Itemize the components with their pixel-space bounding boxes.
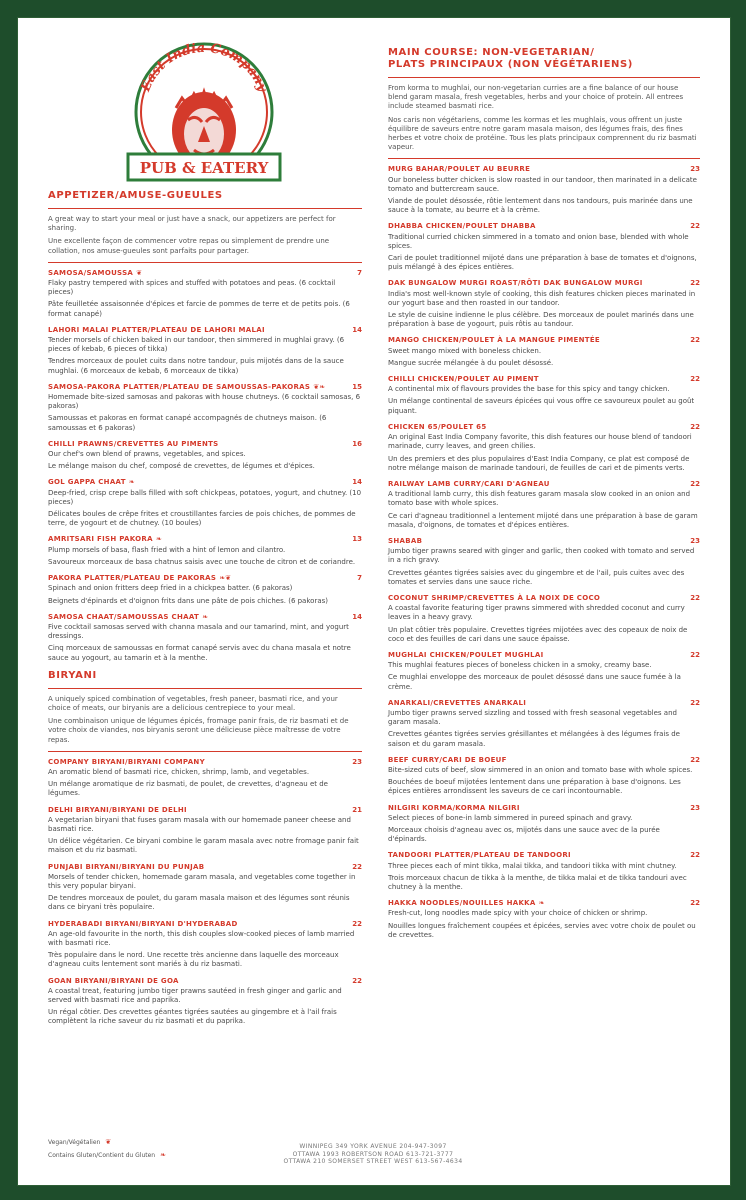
divider [388, 158, 700, 159]
menu-item-desc-fr: Très populaire dans le nord. Une recette très ancienne dans laquelle des morceaux d'agneau cuits lentement sont mariés à du riz basmati. [48, 951, 339, 969]
menu-item-price: 22 [352, 976, 362, 985]
menu-item-name: TANDOORI PLATTER/PLATEAU DE TANDOORI [388, 851, 571, 860]
menu-item-name: COMPANY BIRYANI/BIRYANI COMPANY [48, 757, 205, 766]
menu-item-desc-fr: Ce cari d'agneau traditionnel a lentement mijoté dans une préparation à base de garam masala, d'oignons, de tomates et d'épices entières. [388, 511, 698, 529]
menu-item-title [388, 222, 539, 231]
menu-item-desc-fr: Le mélange maison du chef, composé de crevettes, de légumes et d'épices. [48, 462, 315, 471]
menu-item-header [48, 863, 362, 872]
menu-item-price: 14 [352, 478, 362, 487]
right-column [388, 47, 700, 947]
menu-item-title [48, 758, 208, 767]
menu-item-name: PUNJABI BIRYANI/BIRYANI DU PUNJAB [48, 862, 205, 871]
menu-item-title [388, 375, 542, 384]
menu-item-title [48, 440, 222, 449]
menu-item-header [388, 851, 700, 860]
menu-item [388, 375, 700, 416]
menu-item-price: 22 [690, 851, 700, 860]
menu-item [48, 977, 362, 1027]
menu-item-title [48, 574, 231, 583]
menu-item [388, 851, 700, 892]
menu-item-desc-en: Three pieces each of mint tikka, malai tikka, and tandoori tikka with mint chutney. [388, 861, 677, 870]
main-course-title-line1: MAIN COURSE: NON-VEGETARIAN/ [388, 47, 595, 58]
menu-item-desc-en: A coastal treat, featuring jumbo tiger prawns sautéed in fresh ginger and garlic and served with basmati rice and paprika. [48, 986, 342, 1004]
menu-item-name: PAKORA PLATTER/PLATEAU DE PAKORAS [48, 574, 217, 583]
menu-item-header [48, 920, 362, 929]
divider [48, 688, 362, 689]
menu-item-name: LAHORI MALAI PLATTER/PLATEAU DE LAHORI MALAI [48, 325, 265, 334]
biryani-intro-fr: Une combinaison unique de légumes épicés, fromage panir frais, de riz basmati et de votre choix de viandes, nos biryanis seront une délicieuse pièce maîtresse de votre repas. [48, 717, 349, 744]
vegan-leaf-icon: ❦ [105, 1138, 112, 1146]
left-column [48, 190, 362, 1034]
menu-item-desc-fr: Beignets d'épinards et d'oignon frits dans une pâte de pois chiches. (6 pakoras) [48, 596, 328, 605]
menu-item-desc-en: Our boneless butter chicken is slow roasted in our tandoor, then marinated in a delicate tomato and buttercream sauce. [388, 175, 697, 193]
menu-item-desc-fr: Viande de poulet désossée, rôtie lentement dans nos tandours, puis marinée dans une sauce à la tomate, au beurre et à la crème. [388, 197, 693, 215]
menu-item-name: SAMOSA CHAAT/SAMOUSSAS CHAAT [48, 612, 200, 621]
menu-item-price: 22 [690, 336, 700, 345]
menu-item-header [48, 535, 362, 544]
menu-item-title [48, 383, 325, 392]
menu-item-price: 13 [352, 535, 362, 544]
menu-item-desc-en: Spinach and onion fritters deep fried in a chickpea batter. (6 pakoras) [48, 584, 293, 593]
menu-item [388, 165, 700, 215]
menu-item-desc-en: Flaky pastry tempered with spices and stuffed with potatoes and peas. (6 cocktail pieces) [48, 279, 336, 297]
dietary-tag-icon: ❧ [128, 478, 135, 487]
biryani-list [48, 758, 362, 1027]
menu-item-price: 22 [690, 375, 700, 384]
menu-item-desc-fr: Bouchées de boeuf mijotées lentement dans une préparation à base d'oignons. Les épices entières arrondissent les saveurs de ce cari incontournable. [388, 778, 681, 796]
menu-item-name: CHILLI PRAWNS/CREVETTES AU PIMENTS [48, 439, 219, 448]
dietary-tag-icon: ❦ [136, 268, 143, 277]
menu-item-desc-fr: Un des premiers et des plus populaires d'East India Company, ce plat est composé de notre mélange maison de marinade tandouri, de feuilles de cari et de piments verts. [388, 454, 690, 472]
menu-item [48, 535, 362, 567]
menu-item-header [388, 279, 700, 288]
menu-item-desc-fr: Crevettes géantes tigrées servies grésillantes et mélangées à des légumes frais de saison et du garam masala. [388, 730, 680, 748]
menu-item-header [388, 651, 700, 660]
menu-item-name: GOL GAPPA CHAAT [48, 478, 126, 487]
menu-item-header [48, 977, 362, 986]
main-intro-en: From korma to mughlai, our non-vegetarian curries are a fine balance of our house blend garam masala, fresh vegetables, herbs and your choice of protein. All entrees include steamed basmati rice. [388, 84, 684, 111]
locations-footer [250, 1143, 496, 1166]
menu-item-header [388, 480, 700, 489]
divider [48, 208, 362, 209]
menu-item-price: 23 [690, 803, 700, 812]
menu-item-desc-en: Tender morsels of chicken baked in our tandoor, then simmered in mughlai gravy. (6 pieces of kebab, 6 pieces of tikka) [48, 336, 345, 354]
menu-item-header [48, 326, 362, 335]
menu-item-header [388, 336, 700, 345]
menu-item-price: 22 [690, 755, 700, 764]
menu-item [388, 222, 700, 272]
dietary-tag-icon: ❦❧ [313, 382, 325, 391]
menu-item-title [48, 920, 241, 929]
biryani-intro-en: A uniquely spiced combination of vegetables, fresh paneer, basmati rice, and your choice of meats, our biryanis are a delicious centrepiece to your meal. [48, 694, 338, 712]
menu-item-name: NILGIRI KORMA/KORMA NILGIRI [388, 803, 520, 812]
menu-item-desc-en: Jumbo tiger prawns served sizzling and tossed with fresh seasonal vegetables and garam masala. [388, 708, 677, 727]
menu-item [48, 440, 362, 472]
dietary-tag-icon: ❧❦ [219, 574, 231, 583]
menu-item-desc-fr: Le style de cuisine indienne le plus célèbre. Des morceaux de poulet marinés dans une préparation à base de yogourt, puis rôtis au tandour. [388, 311, 694, 329]
dietary-tag-icon: ❧ [538, 899, 545, 908]
biryani-section [48, 670, 362, 1027]
menu-item [388, 899, 700, 940]
menu-item [388, 651, 700, 692]
menu-item-header [388, 756, 700, 765]
menu-item-desc-fr: Morceaux choisis d'agneau avec os, mijotés dans une sauce avec de la purée d'épinards. [388, 826, 660, 844]
menu-item [48, 326, 362, 376]
biryani-title: BIRYANI [48, 669, 97, 681]
menu-item-desc-en: An aromatic blend of basmati rice, chicken, shrimp, lamb, and vegetables. [48, 767, 310, 776]
menu-item-name: COCONUT SHRIMP/CREVETTES À LA NOIX DE COCO [388, 593, 601, 602]
menu-item-price: 22 [690, 650, 700, 659]
menu-item-desc-fr: Un plat côtier très populaire. Crevettes tigrées mijotées avec des copeaux de noix de coco et des feuilles de cari dans une sauce épaisse. [388, 625, 688, 643]
menu-item-name: DELHI BIRYANI/BIRYANI DE DELHI [48, 805, 187, 814]
menu-item [388, 537, 700, 587]
dietary-tag-icon: ❧ [155, 535, 162, 544]
main-course-section [388, 47, 700, 940]
menu-item-desc-en: A vegetarian biryani that fuses garam masala with our homemade paneer cheese and basmati rice. [48, 815, 351, 833]
menu-item-name: HYDERABADI BIRYANI/BIRYANI D'HYDERABAD [48, 919, 238, 928]
menu-item-desc-en: Plump morsels of basa, flash fried with a hint of lemon and cilantro. [48, 545, 286, 554]
legend-vegan-label: Vegan/Végétalien [48, 1139, 101, 1146]
menu-item-title [48, 269, 142, 278]
menu-item-name: CHILLI CHICKEN/POULET AU PIMENT [388, 375, 539, 384]
menu-item-price: 22 [352, 919, 362, 928]
menu-item-title [48, 863, 207, 872]
menu-item-price: 21 [352, 805, 362, 814]
location-line: WINNIPEG 349 YORK AVENUE 204-947-3097 [299, 1143, 447, 1150]
menu-item-price: 22 [352, 862, 362, 871]
dietary-tag-icon: ❧ [202, 612, 208, 621]
menu-item [48, 269, 362, 319]
menu-item-title [48, 535, 162, 544]
appetizers-intro-en: A great way to start your meal or just have a snack, our appetizers are perfect for sharing. [48, 215, 336, 233]
menu-item-price: 22 [690, 422, 700, 431]
logo-banner-text: PUB & EATERY [139, 159, 269, 177]
menu-item-name: MURG BAHAR/POULET AU BEURRE [388, 165, 531, 174]
menu-item-header [388, 423, 700, 432]
menu-item-desc-en: Five cocktail samosas served with channa masala and our tamarind, mint, and yogurt dressings. [48, 622, 349, 641]
divider [388, 77, 700, 78]
menu-item-desc-en: Fresh-cut, long noodles made spicy with your choice of chicken or shrimp. [388, 909, 648, 918]
menu-item-price: 22 [690, 222, 700, 231]
menu-item [48, 383, 362, 433]
divider [48, 262, 362, 263]
menu-item [388, 756, 700, 797]
menu-item-desc-en: A coastal favorite featuring tiger prawns simmered with shredded coconut and curry leaves in a heavy gravy. [388, 604, 685, 622]
menu-item-title [388, 756, 510, 765]
menu-item-desc-en: Our chef's own blend of prawns, vegetables, and spices. [48, 450, 246, 459]
menu-item-desc-en: An age-old favourite in the north, this dish couples slow-cooked pieces of lamb married with basmati rice. [48, 929, 355, 947]
menu-item-desc-en: Select pieces of bone-in lamb simmered in pureed spinach and gravy. [388, 813, 633, 822]
menu-item-price: 23 [690, 165, 700, 174]
menu-item-desc-fr: Un délice végétarien. Ce biryani combine le garam masala avec notre fromage panir fait maison et du riz basmati. [48, 837, 359, 855]
menu-item-desc-en: Traditional curried chicken simmered in a tomato and onion base, blended with whole spices. [388, 232, 689, 250]
menu-item-header [388, 165, 700, 174]
menu-item-name: RAILWAY LAMB CURRY/CARI D'AGNEAU [388, 479, 550, 488]
menu-item-header [48, 383, 362, 392]
menu-item-header [48, 806, 362, 815]
appetizers-section [48, 190, 362, 663]
border-top [0, 0, 746, 17]
menu-item [48, 920, 362, 970]
menu-item-desc-fr: Tendres morceaux de poulet cuits dans notre tandour, puis mijotés dans de la sauce mughlai. (6 morceaux de kebab, 6 morceaux de tikka) [48, 357, 344, 375]
menu-item-header [388, 537, 700, 546]
menu-item-desc-en: A continental mix of flavours provides the base for this spicy and tangy chicken. [388, 385, 670, 394]
appetizer-list [48, 269, 362, 663]
main-course-title-line2: PLATS PRINCIPAUX (NON VÉGÉTARIENS) [388, 59, 633, 70]
appetizers-title: APPETIZER/AMUSE-GUEULES [48, 190, 223, 201]
menu-item [48, 613, 362, 663]
menu-item-title [388, 651, 547, 660]
menu-item-desc-fr: Trois morceaux chacun de tikka à la menthe, de tikka malai et de tikka tandouri avec chutney à la menthe. [388, 873, 687, 892]
menu-item-header [388, 222, 700, 231]
svg-text:East India Company [138, 41, 270, 95]
menu-item-name: MANGO CHICKEN/POULET À LA MANGUE PIMENTÉE [388, 336, 600, 345]
menu-item-name: ANARKALI/CREVETTES ANARKALI [388, 698, 527, 707]
menu-item [388, 699, 700, 749]
divider [48, 751, 362, 752]
restaurant-logo [124, 38, 284, 188]
menu-item-desc-en: An original East India Company favorite, this dish features our house blend of tandoori marinade, curry leaves, and green chilies. [388, 433, 692, 451]
menu-item [48, 863, 362, 913]
menu-item-header [48, 613, 362, 622]
menu-item-price: 7 [357, 268, 362, 277]
menu-item-desc-fr: Cari de poulet traditionnel mijoté dans une préparation à base de tomates et d'oignons, puis mélangé à des épices entières. [388, 254, 697, 272]
menu-item-price: 22 [690, 593, 700, 602]
menu-item-header [388, 899, 700, 908]
menu-item [48, 478, 362, 528]
menu-item-desc-fr: Pâte feuilletée assaisonnée d'épices et farcie de pommes de terre et de petits pois. (6 format canapé) [48, 300, 350, 318]
menu-item-title [388, 165, 533, 174]
menu-item-title [388, 336, 603, 345]
menu-item-desc-en: A traditional lamb curry, this dish features garam masala slow cooked in an onion and tomato base with whole spices. [388, 490, 691, 508]
menu-item-name: MUGHLAI CHICKEN/POULET MUGHLAI [388, 650, 544, 659]
gluten-wheat-icon: ❧ [160, 1151, 166, 1159]
border-right [729, 0, 746, 1200]
menu-item-desc-en: This mughlai features pieces of boneless chicken in a smoky, creamy base. [388, 661, 652, 670]
menu-item-title [388, 279, 646, 288]
menu-item-desc-en: Homemade bite-sized samosas and pakoras with house chutneys. (6 cocktail samosas, 6 pakoras) [48, 393, 361, 411]
location-line: OTTAWA 1993 ROBERTSON ROAD 613-721-3777 [292, 1150, 454, 1158]
menu-item-name: SAMOSA-PAKORA PLATTER/PLATEAU DE SAMOUSSAS-PAKORAS [48, 382, 311, 391]
menu-item-title [48, 806, 190, 815]
menu-item-desc-en: Deep-fried, crisp crepe balls filled with soft chickpeas, potatoes, yogurt, and chutney. (10 pieces) [48, 488, 362, 506]
menu-item-title [48, 977, 182, 986]
menu-item-header [48, 574, 362, 583]
menu-item-desc-en: Bite-sized cuts of beef, slow simmered in an onion and tomato base with whole spices. [388, 765, 693, 774]
menu-item-price: 14 [352, 612, 362, 621]
menu-item-name: HAKKA NOODLES/NOUILLES HAKKA [388, 899, 536, 908]
menu-item-desc-fr: Un régal côtier. Des crevettes géantes tigrées sautées au gingembre et à l'ail frais complètent la riche saveur du riz basmati et du paprika. [48, 1008, 337, 1026]
menu-item-price: 22 [690, 899, 700, 908]
menu-item-name: BEEF CURRY/CARI DE BOEUF [388, 755, 507, 764]
menu-item-header [48, 269, 362, 278]
menu-item-desc-fr: Mangue sucrée mélangée à du poulet désossé. [388, 358, 554, 367]
menu-item [388, 804, 700, 845]
menu-item-header [388, 804, 700, 813]
menu-item-price: 7 [357, 574, 362, 583]
location-line: OTTAWA 210 SOMERSET STREET WEST 613-567-4634 [283, 1158, 463, 1165]
menu-item-desc-en: Jumbo tiger prawns seared with ginger and garlic, then cooked with tomato and served in a rich gravy. [388, 547, 695, 565]
menu-item-title [388, 851, 574, 860]
menu-item-name: DAK BUNGALOW MURGI ROAST/RÔTI DAK BUNGALOW MURGI [388, 279, 643, 288]
border-left [0, 0, 17, 1200]
menu-item-desc-fr: Crevettes géantes tigrées saisies avec du gingembre et de l'ail, puis cuites avec des tomates et servies dans une sauce riche. [388, 568, 685, 586]
menu-item-price: 14 [352, 325, 362, 334]
menu-item-title [48, 613, 208, 622]
logo-arc-text: East India Company [138, 40, 270, 94]
menu-item [388, 336, 700, 368]
menu-item-name: SHABAB [388, 536, 423, 545]
menu-item-desc-fr: Cinq morceaux de samoussas en format canapé servis avec du chana masala et notre sauce au yogourt, au tamarin et à la menthe. [48, 644, 351, 662]
menu-item [388, 279, 700, 329]
menu-item-desc-fr: Délicates boules de crêpe frites et croustillantes farcies de pois chiches, de pommes de terre, de yogourt et de chutney. (10 boules) [48, 510, 356, 528]
menu-item-header [388, 699, 700, 708]
menu-item-desc-fr: Samoussas et pakoras en format canapé accompagnés de chutneys maison. (6 samoussas et 6 pakoras) [48, 414, 327, 432]
menu-item-desc-fr: De tendres morceaux de poulet, du garam masala maison et des légumes sont réunis dans ce biryani très populaire. [48, 894, 350, 912]
menu-item-title [388, 537, 425, 546]
menu-item-title [388, 480, 553, 489]
menu-item-desc-en: Morsels of tender chicken, homemade garam masala, and vegetables come together in this very popular biryani. [48, 872, 356, 890]
menu-item [388, 423, 700, 473]
menu-item-title [48, 478, 135, 487]
menu-item-header [48, 440, 362, 449]
menu-item [48, 758, 362, 799]
menu-item-desc-en: Sweet mango mixed with boneless chicken. [388, 346, 542, 355]
main-course-list [388, 165, 700, 940]
menu-item-title [388, 699, 529, 708]
menu-item-name: DHABBA CHICKEN/POULET DHABBA [388, 222, 536, 231]
menu-item-price: 22 [690, 479, 700, 488]
menu-item-header [48, 758, 362, 767]
menu-item-name: GOAN BIRYANI/BIRYANI DE GOA [48, 976, 179, 985]
menu-item [48, 574, 362, 606]
menu-item-title [388, 594, 603, 603]
menu-item-name: SAMOSA/SAMOUSSA [48, 268, 134, 277]
menu-item-desc-fr: Savoureux morceaux de basa chatnus saisis avec une touche de citron et de coriandre. [48, 557, 356, 566]
menu-item-desc-fr: Un mélange continental de saveurs épicées qui vous offre ce savoureux poulet au goût piquant. [388, 397, 695, 415]
menu-item [388, 594, 700, 644]
menu-item-name: AMRITSARI FISH PAKORA [48, 535, 153, 544]
menu-item-price: 15 [352, 382, 362, 391]
menu-item-title [388, 804, 523, 813]
menu-item-desc-fr: Ce mughlai enveloppe des morceaux de poulet désossé dans une sauce fumée à la crème. [388, 673, 681, 691]
menu-item-desc-fr: Un mélange aromatique de riz basmati, de poulet, de crevettes, d'agneau et de légumes. [48, 780, 328, 798]
menu-item-price: 22 [690, 279, 700, 288]
menu-item-price: 16 [352, 439, 362, 448]
appetizers-intro-fr: Une excellente façon de commencer votre repas ou simplement de prendre une collation, nos amuse-gueules sont parfaits pour partager. [48, 237, 330, 255]
menu-item-header [388, 594, 700, 603]
menu-item-title [388, 423, 490, 432]
menu-item-header [388, 375, 700, 384]
main-intro-fr: Nos caris non végétariens, comme les kormas et les mughlais, vous offrent un juste équilibre de saveurs entre notre garam masala maison, des légumes frais, des fines herbes et votre choix de protéine. Tous les plats principaux comprennent du riz basmati vapeur. [388, 115, 697, 152]
menu-item-price: 23 [352, 757, 362, 766]
menu-item-desc-fr: Nouilles longues fraîchement coupées et épicées, servies avec votre choix de poulet ou de crevettes. [388, 921, 696, 939]
menu-item-title [388, 899, 545, 908]
menu-item-header [48, 478, 362, 487]
menu-item-price: 22 [690, 698, 700, 707]
dietary-legend [48, 1136, 166, 1162]
menu-item [388, 480, 700, 530]
menu-item-title [48, 326, 268, 335]
menu-item [48, 806, 362, 856]
menu-item-name: CHICKEN 65/POULET 65 [388, 422, 487, 431]
menu-item-price: 23 [690, 536, 700, 545]
legend-gluten-label: Contains Gluten/Contient du Gluten [48, 1152, 156, 1159]
menu-item-desc-en: India's most well-known style of cooking, this dish features chicken pieces marinated in our yogurt base and then roasted in our tandoor. [388, 289, 696, 307]
